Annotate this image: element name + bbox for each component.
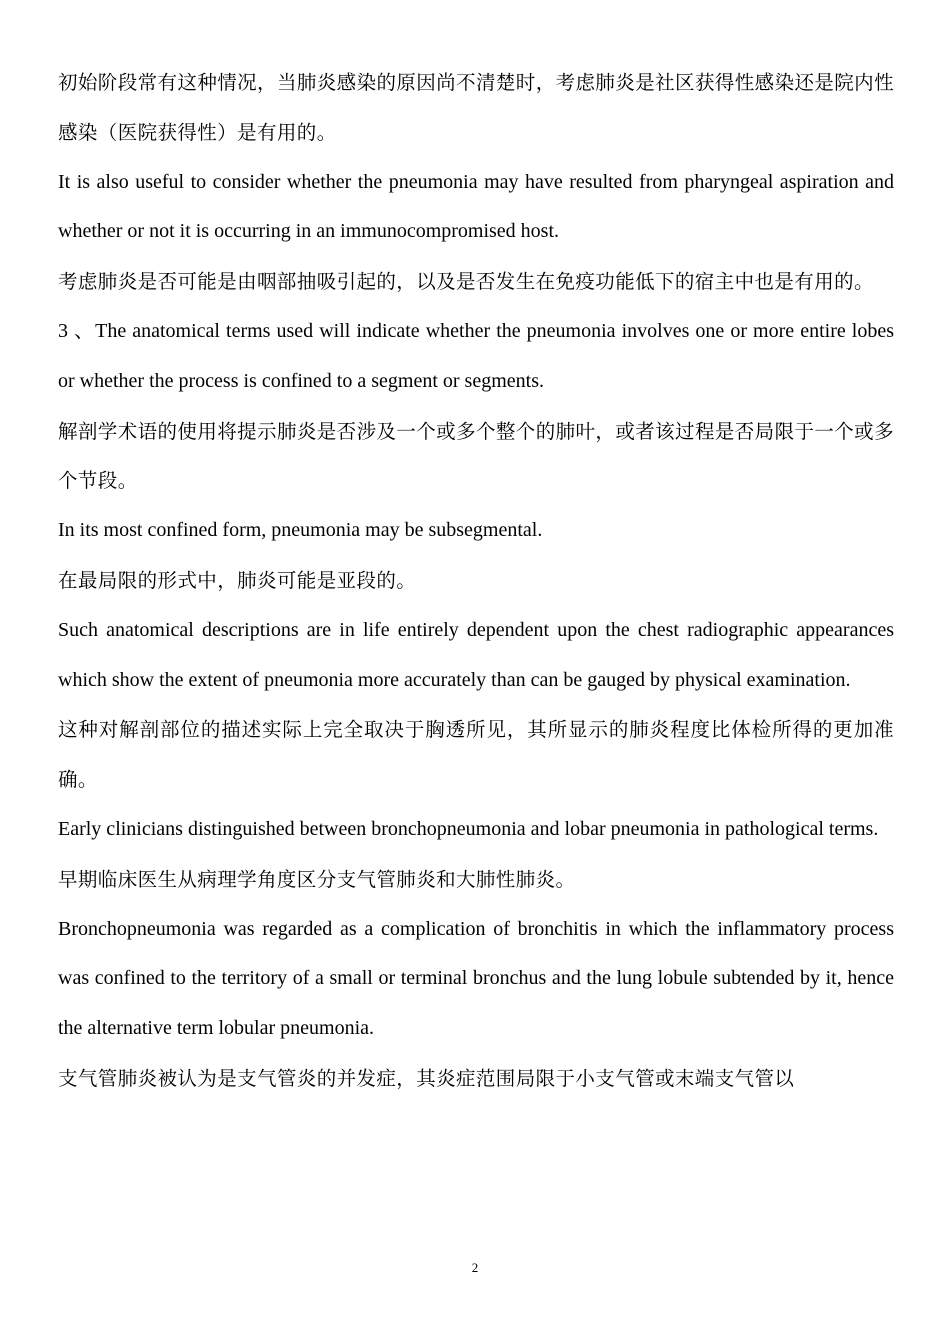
page-number: 2 [471,1260,479,1275]
paragraph-en-5: Early clinicians distinguished between bronchopneumonia and lobar pneumonia in pathological terms. [58,817,879,840]
paragraph-en-6: Bronchopneumonia was regarded as a complication of bronchitis in which the inflammatory process was confined to the territory of a small or terminal bronchus and the lung lobule subtended by it, hence the alternative term lobular pneumonia. [58,917,894,1040]
paragraph-zh-6: 早期临床医生从病理学角度区分支气管肺炎和大肺性肺炎。 [58,867,576,891]
paragraph-zh-7: 支气管肺炎被认为是支气管炎的并发症，其炎症范围局限于小支气管或末端支气管以 [58,1066,795,1090]
paragraph-zh-2: 考虑肺炎是否可能是由咽部抽吸引起的，以及是否发生在免疫功能低下的宿主中也是有用的。 [58,270,874,294]
paragraph-en-3: In its most confined form, pneumonia may be subsegmental. [58,519,543,542]
paragraph-zh-5: 这种对解剖部位的描述实际上完全取决于胸透所见，其所显示的肺炎程度比体检所得的更加准确。 [58,718,894,792]
document-body [58,58,894,1104]
paragraph-zh-3: 解剖学术语的使用将提示肺炎是否涉及一个或多个整个的肺叶，或者该过程是否局限于一个或多个节段。 [58,419,894,493]
paragraph-en-2: 3 、The anatomical terms used will indicate whether the pneumonia involves one or more entire lobes or whether the process is confined to a segment or segments. [58,319,894,392]
paragraph-en-1: It is also useful to consider whether the pneumonia may have resulted from pharyngeal aspiration and whether or not it is occurring in an immunocompromised host. [58,170,894,243]
paragraph-zh-1: 初始阶段常有这种情况，当肺炎感染的原因尚不清楚时，考虑肺炎是社区获得性感染还是院内性感染（医院获得性）是有用的。 [58,71,894,144]
paragraph-en-4: Such anatomical descriptions are in life entirely dependent upon the chest radiographic appearances which show the extent of pneumonia more accurately than can be gauged by physical examination. [58,618,894,691]
paragraph-zh-4: 在最局限的形式中，肺炎可能是亚段的。 [58,568,417,592]
